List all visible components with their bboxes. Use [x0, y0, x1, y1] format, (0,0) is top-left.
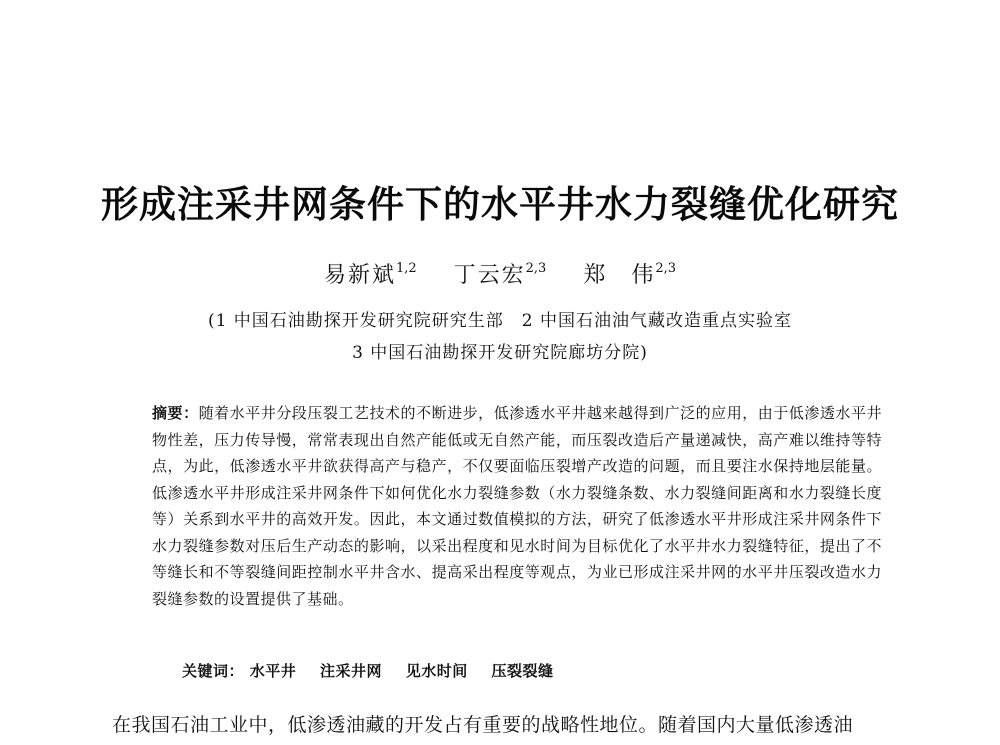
abstract — [152, 400, 882, 612]
author-3 — [583, 260, 677, 288]
affiliation-line-1: (1 中国石油勘探开发研究院研究生部 2 中国石油油气藏改造重点实验室 — [207, 311, 793, 331]
keywords — [182, 660, 572, 681]
author-name: 丁云宏 — [453, 263, 526, 288]
author-affiliation-mark: 1,2 — [395, 260, 417, 276]
author-list — [0, 258, 1000, 289]
keywords-label: 关键词： — [182, 662, 245, 680]
keyword: 压裂裂缝 — [491, 662, 554, 680]
keyword: 注采井网 — [320, 662, 383, 680]
body-first-line: 在我国石油工业中，低渗透油藏的开发占有重要的战略性地位。随着国内大量低渗透油 — [112, 714, 854, 736]
author-affiliation-mark: 2,3 — [525, 260, 547, 276]
affiliation-line-2: 3 中国石油勘探开发研究院廊坊分院) — [352, 343, 648, 363]
author-name: 郑 伟 — [583, 263, 656, 288]
paper-title: 形成注采井网条件下的水平井水力裂缝优化研究 — [101, 183, 899, 226]
keyword: 见水时间 — [405, 662, 468, 680]
abstract-label: 摘要： — [152, 404, 199, 422]
abstract-text: 随着水平井分段压裂工艺技术的不断进步，低渗透水平井越来越得到广泛的应用，由于低渗透水平井物性差，压力传导慢，常常表现出自然产能低或无自然产能，而压裂改造后产量递减快，高产难以维持等特点，为此，低渗透水平井欲获得高产与稳产，不仅要面临压裂增产改造的问题，而且要注水保持地层能量。低渗透水平井形成注采井网条件下如何优化水力裂缝参数（水力裂缝条数、水力裂缝间距离和水力裂缝长度等）关系到水平井的高效开发。因此，本文通过数值模拟的方法，研究了低渗透水平井形成注采井网条件下水力裂缝参数对压后生产动态的影响，以采出程度和见水时间为目标优化了水平井水力裂缝特征，提出了不等缝长和不等裂缝间距控制水平井含水、提高采出程度等观点，为业已形成注采井网的水平井压裂改造水力裂缝参数的设置提供了基础。 — [152, 404, 882, 608]
author-affiliation-mark: 2,3 — [655, 260, 677, 276]
author-name: 易新斌 — [323, 263, 396, 288]
author-2 — [453, 260, 547, 288]
author-1 — [323, 260, 417, 288]
keyword: 水平井 — [249, 662, 297, 680]
